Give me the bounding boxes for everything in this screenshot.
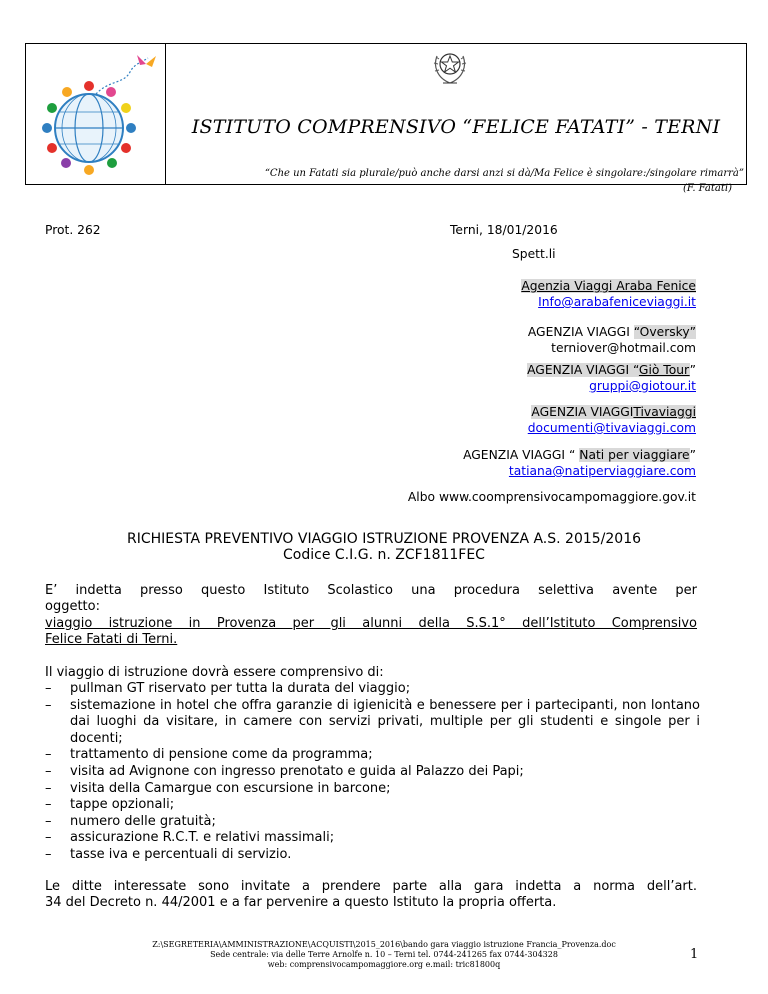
recipient-email[interactable] xyxy=(538,294,696,310)
place-date: Terni, 18/01/2016 xyxy=(450,223,558,237)
intro-line: oggetto: xyxy=(45,599,100,614)
recipient-email[interactable] xyxy=(528,420,696,436)
protocol-number: Prot. 262 xyxy=(45,223,101,237)
page-footer xyxy=(0,940,768,970)
intro-subject: Felice Fatati di Terni. xyxy=(45,632,178,647)
cig-code: Codice C.I.G. n. ZCF1811FEC xyxy=(283,547,485,563)
recipient-prefix: AGENZIA VIAGGI xyxy=(527,325,634,339)
recipient-agency: Giò Tour xyxy=(638,363,690,377)
email-link[interactable]: documenti@tivaviaggi.com xyxy=(527,421,696,435)
recipient-suffix: ” xyxy=(689,363,696,377)
albo-line: Albo www.coomprensivocampomaggiore.gov.it xyxy=(407,490,696,504)
list-item: – numero delle gratuità; xyxy=(45,813,216,829)
list-item: – sistemazione in hotel che offra garanzie di igienicità e benessere per i partecipanti, non lontano dai luoghi da visitare, in camere con servizi privati, multiple per gli studenti e singole per i docenti; xyxy=(45,697,700,746)
email-link[interactable]: gruppi@giotour.it xyxy=(589,379,696,393)
salutation: Spett.li xyxy=(512,247,556,261)
list-item: – tappe opzionali; xyxy=(45,797,175,813)
recipient-name xyxy=(527,362,696,378)
closing-line: Le ditte interessate sono invitate a prendere parte alla gara indetta a norma dell’art. xyxy=(45,879,697,894)
document-title: RICHIESTA PREVENTIVO VIAGGIO ISTRUZIONE PROVENZA A.S. 2015/2016 xyxy=(126,531,642,547)
recipient-name xyxy=(463,447,696,463)
recipient-agency: Agenzia Viaggi Araba Fenice xyxy=(521,279,696,293)
recipient-agency: Nati per viaggiare xyxy=(579,448,690,462)
footer-path: Z:\SEGRETERIA\AMMINISTRAZIONE\ACQUISTI\2015_2016\bando gara viaggio istruzione Francia_Provenza.doc xyxy=(152,940,616,949)
requirements-list xyxy=(45,681,700,864)
school-name: ISTITUTO COMPRENSIVO “FELICE FATATI” - TERNI xyxy=(191,116,721,138)
motto-author: (F. Fatati) xyxy=(683,183,732,194)
recipient-prefix: AGENZIA VIAGGI xyxy=(531,405,634,419)
recipient-prefix: AGENZIA VIAGGI “ xyxy=(527,363,639,377)
recipient-agency: Tivaviaggi xyxy=(633,405,696,419)
intro-subject: viaggio istruzione in Provenza per gli alunni della S.S.1° dell’Istituto Comprensivo xyxy=(45,616,697,631)
email-link[interactable]: tatiana@natiperviaggiare.com xyxy=(508,464,696,478)
recipient-name xyxy=(531,404,696,420)
recipient-suffix: ” xyxy=(689,448,696,462)
recipient-prefix: AGENZIA VIAGGI “ xyxy=(463,448,580,462)
closing-line: 34 del Decreto n. 44/2001 e a far pervenire a questo Istituto la propria offerta. xyxy=(45,895,557,910)
list-item: – pullman GT riservato per tutta la durata del viaggio; xyxy=(45,681,411,696)
email-text: terniover@hotmail.com xyxy=(551,341,696,355)
footer-address: Sede centrale: via delle Terre Arnolfe n. 10 – Terni tel. 0744-241265 fax 0744-304328 xyxy=(210,950,558,959)
school-motto: “Che un Fatati sia plurale/può anche darsi anzi si dà/Ma Felice è singolare:/singolare rimarrà” xyxy=(264,168,744,179)
page-number: 1 xyxy=(690,947,699,962)
recipient-name xyxy=(521,278,696,294)
republic-emblem-icon xyxy=(431,46,469,86)
footer-web: web: comprensivocampomaggiore.org e.mail: tric81800q xyxy=(267,960,501,969)
recipient-email xyxy=(551,340,696,356)
recipient-agency: “Oversky” xyxy=(633,325,696,339)
list-item: – assicurazione R.C.T. e relativi massimali; xyxy=(45,830,335,846)
recipient-email[interactable] xyxy=(509,463,696,479)
email-link[interactable]: Info@arabafeniceviaggi.it xyxy=(538,295,696,309)
list-item: – tasse iva e percentuali di servizio. xyxy=(45,846,292,862)
list-item: – visita ad Avignone con ingresso prenotato e guida al Palazzo dei Papi; xyxy=(45,763,524,779)
recipient-name xyxy=(528,324,696,340)
list-intro: Il viaggio di istruzione dovrà essere comprensivo di: xyxy=(45,665,384,680)
list-item: – visita della Camargue con escursione in barcone; xyxy=(45,780,391,796)
letterhead xyxy=(25,43,747,194)
list-item: – trattamento di pensione come da programma; xyxy=(45,747,373,763)
recipient-email[interactable] xyxy=(589,378,696,394)
intro-line: E’ indetta presso questo Istituto Scolastico una procedura selettiva avente per xyxy=(45,583,697,598)
school-logo-icon xyxy=(34,50,158,178)
logo-cell xyxy=(26,44,166,184)
